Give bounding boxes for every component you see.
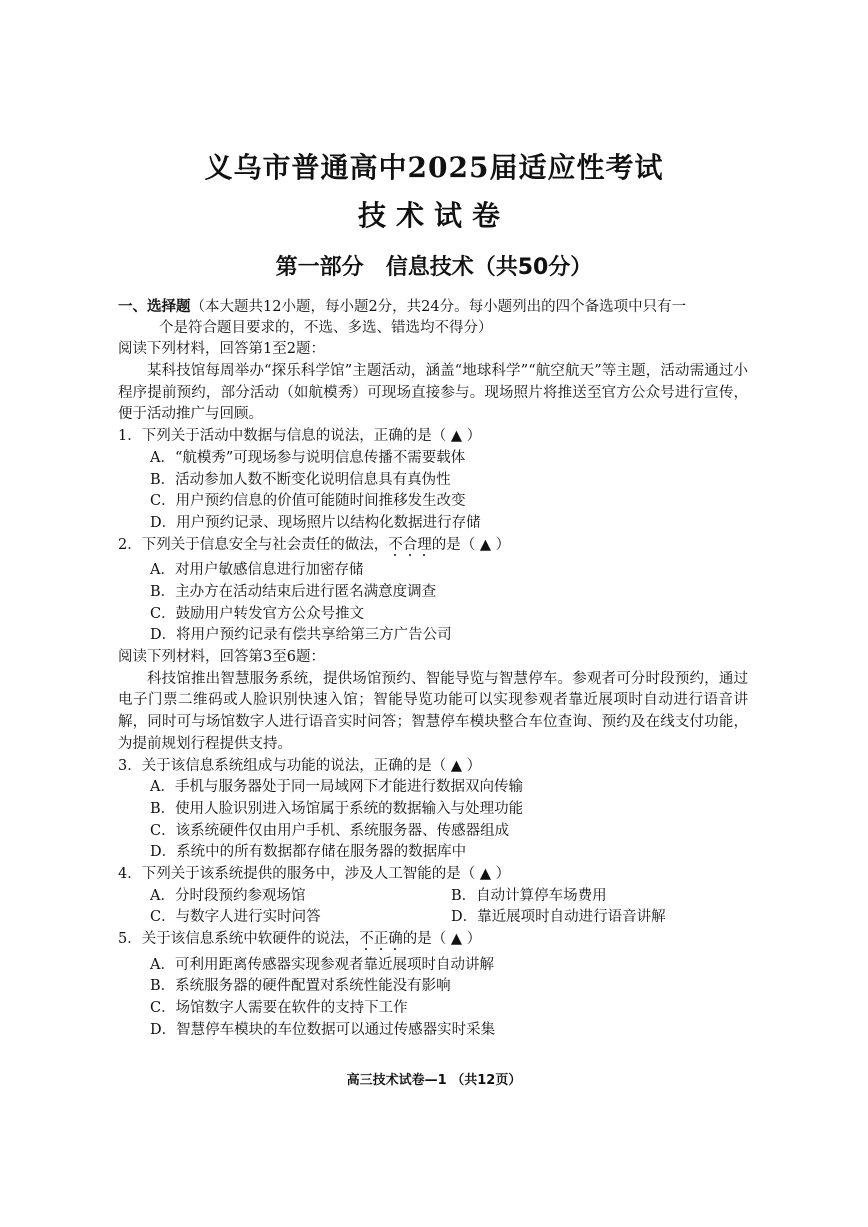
question-3-option-a: A．手机与服务器处于同一局域网下才能进行数据双向传输 [150,779,523,796]
question-4-stem: 4．下列关于该系统提供的服务中，涉及人工智能的是（ ▲ ） [118,865,511,882]
question-4-options-row2 [128,907,748,929]
question-1-option-a: A．“航模秀”可现场参与说明信息传播不需要载体 [150,449,466,466]
exam-subtitle: 技术试卷 [357,199,510,232]
section-instructions-line1: （本大题共12小题，每小题2分，共24分。每小题列出的四个备选项中只有一 [190,299,687,315]
question-3-option-d: D．系统中的所有数据都存储在服务器的数据库中 [150,844,467,861]
reading-intro-2: 阅读下列材料，回答第3至6题： [118,649,325,666]
section-instructions [118,296,748,318]
emphasis-char: 不 [388,536,403,553]
page-footer: 高三技术试卷—1 （共12页） [346,1073,522,1088]
exam-title: 义乌市普通高中2025届适应性考试 [204,151,664,184]
question-2-stem-start: 2．下列关于信息安全与社会责任的做法， [118,536,389,553]
reading-material-2: 科技馆推出智慧服务系统，提供场馆预约、智能导览与智慧停车。参观者可分时段预约，通过电子门票二维码或人脸识别快速入馆；智能导览功能可以实现参观者靠近展项时自动进行语音讲解，同时可与场馆数字人进行语音实时问答；智慧停车模块整合车位查询、预约及在线支付功能，为提前规划行程提供支持。 [118,670,748,752]
question-5-option-a: A．可利用距离传感器实现参观者靠近展项时自动讲解 [150,956,494,973]
emphasis-char: 不 [359,931,374,948]
question-1-option-c: C．用户预约信息的价值可能随时间推移发生改变 [150,493,466,510]
question-5-option-b: B．系统服务器的硬件配置对系统性能没有影响 [150,978,451,995]
question-3-option-c: C．该系统硬件仅由用户手机、系统服务器、传感器组成 [150,822,510,839]
question-4-options-row1 [128,886,748,908]
question-4-option-a: A．分时段预约参观场馆 [150,887,306,904]
question-2-option-d: D．将用户预约记录有偿共享给第三方广告公司 [150,627,452,644]
question-3-stem: 3．关于该信息系统组成与功能的说法，正确的是（ ▲ ） [118,757,482,774]
emphasis-char: 理 [417,536,432,553]
question-5-option-c: C．场馆数字人需要在软件的支持下工作 [150,1000,408,1017]
question-2-option-c: C．鼓励用户转发官方公众号推文 [150,605,365,622]
emphasis-char: 确 [388,931,403,948]
question-4-option-c: C．与数字人进行实时问答 [150,909,321,926]
question-5-stem-start: 5．关于该信息系统中软硬件的说法， [118,931,360,948]
question-1-option-b: B．活动参加人数不断变化说明信息具有真伪性 [150,471,451,488]
question-1-stem: 1．下列关于活动中数据与信息的说法，正确的是（ ▲ ） [118,428,482,445]
question-2-option-a: A．对用户敏感信息进行加密存储 [150,562,364,579]
section-instructions-line2: 个是符合题目要求的，不选、多选、错选均不得分） [159,319,493,336]
emphasis-char: 合 [402,536,418,553]
question-5-stem-end: 的是（ ▲ ） [402,931,482,948]
part-label: 第一部分 [275,255,364,280]
question-3-option-b: B．使用人脸识别进入场馆属于系统的数据输入与处理功能 [150,800,524,817]
reading-intro-1: 阅读下列材料，回答第1至2题： [118,341,325,358]
question-2-stem-end: 的是（ ▲ ） [431,536,511,553]
question-5-stem [118,929,748,951]
reading-material-1: 某科技馆每周举办“探乐科学馆”主题活动，涵盖“地球科学”“航空航天”等主题，活动需通过小程序提前预约，部分活动（如航模秀）可现场直接参与。现场照片将推送至官方公众号进行宣传，便于活动推广与回顾。 [118,363,748,423]
question-5-option-d: D．智慧停车模块的车位数据可以通过传感器实时采集 [150,1021,496,1038]
question-1-option-d: D．用户预约记录、现场照片以结构化数据进行存储 [150,514,481,531]
question-4-option-b: B．自动计算停车场费用 [451,887,607,904]
section-heading: 一、选择题 [118,298,191,315]
question-2-stem [118,535,748,557]
exam-content [118,296,748,1041]
question-2-option-b: B．主办方在活动结束后进行匿名满意度调查 [150,583,437,600]
question-4-option-d: D．靠近展项时自动进行语音讲解 [451,909,666,926]
part-heading [0,250,868,281]
emphasis-char: 正 [373,931,389,948]
part-name: 信息技术（共50分） [385,255,593,280]
